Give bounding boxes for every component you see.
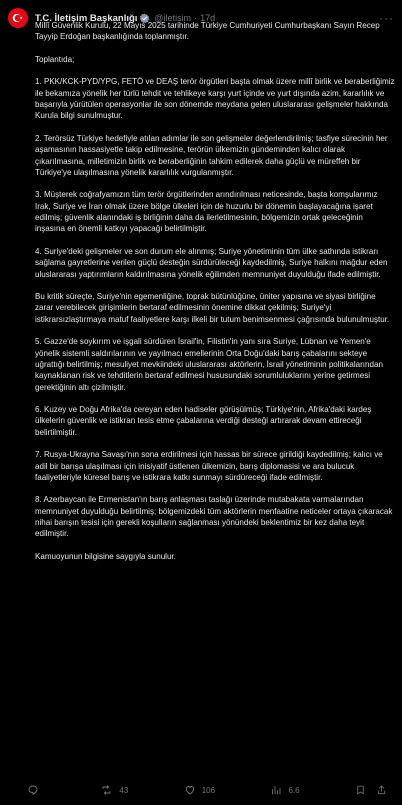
tweet-paragraph: 3. Müşterek coğrafyamızın tüm terör örgütlerinden arındırılması neticesinde, başta komşularımız Irak, Suriye ve İran olmak üzere bölge ülkeleri için de huzurlu bir dönemin başlayacağına işaret edilmiş; güvenlik alanındaki iş birliğinin daha da ilerletilmesinin, bölgemizin ortak geleceğinin inşasına en önemli katkıyı yapacağı belirtilmiştir.: [35, 190, 378, 234]
bookmark-icon[interactable]: [355, 784, 366, 796]
views-count: 6.6: [288, 785, 300, 795]
reply-button[interactable]: [27, 784, 45, 796]
crescent-star-icon: [11, 11, 25, 25]
tweet-paragraph: 6. Kuzey ve Doğu Afrika'da cereyan eden hadiseler görüşülmüş; Türkiye'nin, Afrika'daki kardeş ülkelerin güvenlik ve istikran tesis etme çabalarına verdiği desteği artırarak devam ettireceği belirtilmiştir.: [35, 405, 372, 437]
tweet-actions: [27, 784, 387, 796]
tweet-paragraph: 2. Terörsüz Türkiye hedefiyle atılan adımlar ile son gelişmeler değerlendirilmiş; tasfiye sürecinin her aşamasının hassasiyetle takip edilmesine, terörün ülkemizin gündeminden kalıcı olarak çıkarılmasına, milletimizin birlik ve beraberliğinin tahkim edilerek daha güçlü ve müreffeh bir Türkiye'ye ulaşılmasına yönelik kararlılık vurgulanmıştır.: [35, 133, 388, 177]
tweet-paragraph: Bu kritik süreçte, Suriye'nin egemenliğine, toprak bütünlüğüne, üniter yapısına ve siyasi birliğine zarar verebilecek girişimlerin bertaraf edilmesinin önemine dikkat çekilmiş; Suriye'yi istikrarsızlaştırmaya matuf faaliyetlere karşı ilkeli bir tutum benimsenmesi çağrısında bulunulmuştur.: [35, 292, 390, 324]
more-options-icon[interactable]: ···: [379, 11, 394, 25]
repost-icon: [100, 784, 113, 796]
tweet-text: [35, 20, 395, 562]
tweet-paragraph: Kamuoyunun bilgisine saygıyla sunulur.: [35, 551, 176, 561]
reply-icon: [27, 784, 39, 796]
avatar[interactable]: [8, 8, 28, 28]
tweet-paragraph: 8. Azerbaycan ile Ermenistan'ın barış anlaşması taslağı üzerinde mutabakata varmalarından memnuniyet duyulduğu belirtilmiş; bölgemizdeki tüm aktörlerin menfaatine neticeler ortaya çıkaracak nihai barışın tesisi için gerekli koşulların sağlanması yönündeki beklentimiz bir kez daha teyit edilmiştir.: [35, 495, 393, 539]
tweet-paragraph: Toplantıda;: [35, 54, 75, 64]
share-icon[interactable]: [376, 784, 387, 796]
like-button[interactable]: [184, 784, 215, 796]
tweet-time[interactable]: 17d: [200, 13, 216, 23]
tweet-paragraph: 1. PKK/KCK-PYD/YPG, FETÖ ve DEAŞ terör örgütleri başta olmak üzere millî birlik ve beraberliğimiz ile bekamıza yönelik her türlü tehdit ve tehlikeye karşı yurt içinde ve yurt dışında azim, kararlılık ve başarıyla yürütülen operasyonlar ile son dönemde meydana gelen uluslararası gelişmeler hakkında Kurula bilgi sunulmuştur.: [35, 77, 395, 121]
tweet-paragraph: 7. Rusya-Ukrayna Savaşı'nın sona erdirilmesi için hassas bir sürece girildiği kaydedilmiş; kalıcı ve adil bir barışa ulaşılması için inisiyatif üstlenen ülkemizin, barış diplomasisi ve ara bulucuk faaliyetleriyle küresel barış ve istikrara katkı sunmayı sürdüreceği ifade edilmiştir.: [35, 450, 383, 482]
views-button[interactable]: [270, 784, 299, 796]
tweet-paragraph: 5. Gazze'de soykırım ve işgali sürdüren İsrail'in, Filistin'in yanı sıra Suriye, Lübnan ve Yemen'e yönelik sistemli saldırılarının ve yayılmacı emellerinin Orta Doğu'daki barış çabalarını sekteye uğrattığı belirtilmiş; mesuliyet mevkiindeki uluslararası aktörlerin, İsrail yönetiminin politikalarından kaynaklanan risk ve tehditlerin bertaraf edilmesi hususundaki sorumluluklarını yerine getirmesi gerektiğinin altı çizilmiştir.: [35, 337, 383, 392]
heart-icon: [184, 784, 196, 796]
views-chart-icon: [270, 784, 282, 796]
action-right-group: [355, 784, 387, 796]
like-count: 106: [201, 785, 216, 795]
separator-dot: ·: [194, 13, 198, 23]
repost-button[interactable]: [100, 784, 128, 796]
account-name[interactable]: T.C. İletişim Başkanlığı: [35, 12, 138, 24]
tweet-paragraph: Millî Güvenlik Kurulu, 22 Mayıs 2025 tarihinde Türkiye Cumhuriyeti Cumhurbaşkanı Sayın Recep Tayyip Erdoğan başkanlığında toplanmıştır.: [35, 21, 380, 42]
tweet-paragraph: 4. Suriye'deki gelişmeler ve son durum ele alınmış; Suriye yönetiminin tüm ülke sathında istikrarı sağlama gayretlerine verilen güçlü desteğin sürdürüleceği kaydedilmiş, Suriye halkını mağdur eden uluslararası yaptırımların kaldırılmasına yönelik eğilimden memnuniyet duyulduğu ifade edilmiştir.: [35, 246, 388, 279]
account-handle[interactable]: @iletisim: [154, 13, 192, 23]
repost-count: 43: [119, 785, 129, 795]
